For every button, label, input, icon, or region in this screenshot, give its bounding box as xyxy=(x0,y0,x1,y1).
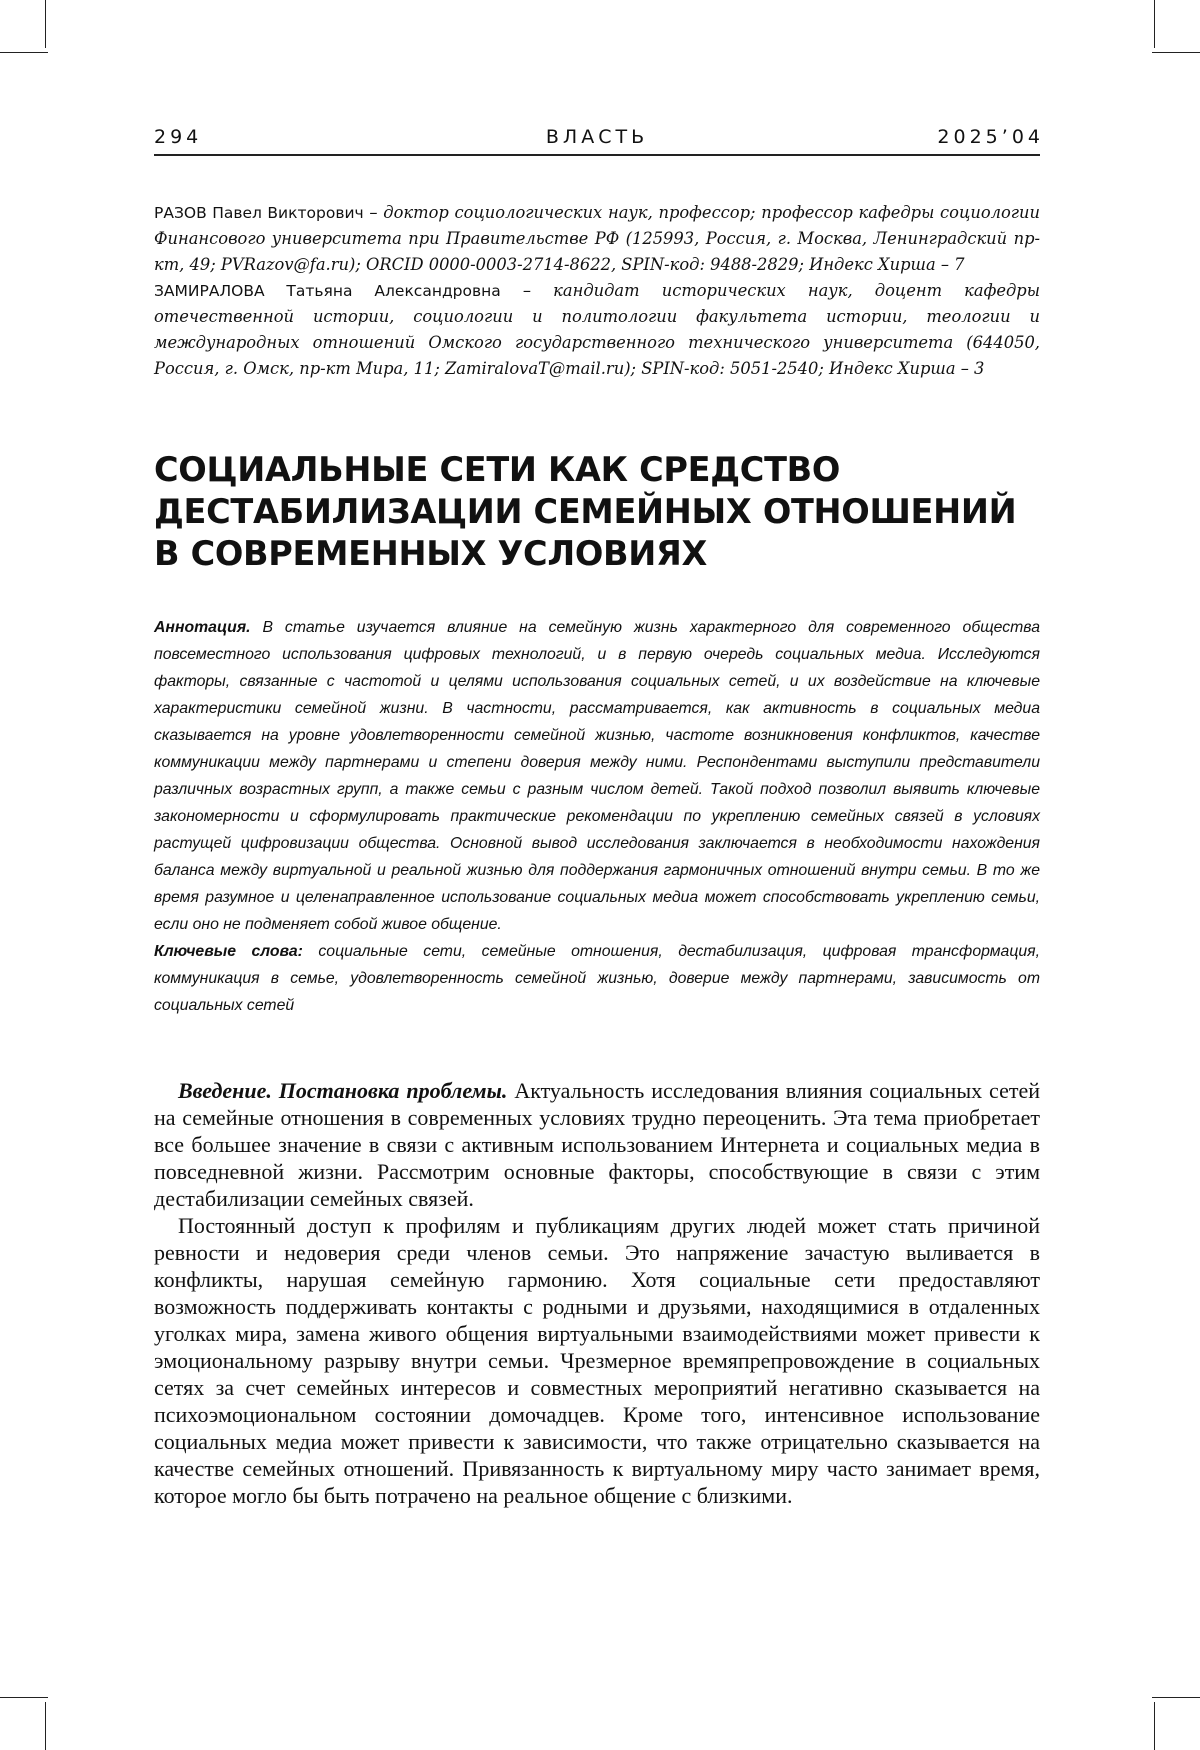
author-name: ЗАМИРАЛОВА Татьяна Александровна xyxy=(154,282,501,300)
journal-name: ВЛАСТЬ xyxy=(545,126,649,148)
crop-mark-bottom-right xyxy=(1154,1702,1155,1750)
author-entry xyxy=(154,200,1040,278)
body-paragraph xyxy=(154,1077,1040,1212)
author-entry xyxy=(154,278,1040,382)
author-info: – доктор социологических наук, профессор; профессор кафедры социологии Финансового университета при Правительстве РФ (125993, Россия, г. Москва, Ленинградский пр-кт, 49; PVRazov@fa.ru); ORCID 0000-0003-2714-8622, SPIN-код: 9488-2829; Индекс Хирша – 7 xyxy=(154,203,1040,274)
crop-mark-bottom-right-h xyxy=(1152,1697,1200,1698)
abstract-text: В статье изучается влияние на семейную жизнь характерного для современного общества повсеместного использования цифровых технологий, и в первую очередь социальных медиа. Исследуются факторы, связанные с частотой и целями использования социальных сетей, и их воздействие на ключевые характеристики семейной жизни. В частности, рассматривается, как активность в социальных медиа сказывается на уровне удовлетворенности семейной жизнью, частоте возникновения конфликтов, качестве коммуникации между партнерами и степени доверия между ними. Респондентами выступили представители различных возрастных групп, а также семьи с разным числом детей. Такой подход позволил выявить ключевые закономерности и сформулировать практические рекомендации по укреплению семейных связей в условиях растущей цифровизации общества. Основной вывод исследования заключается в необходимости нахождения баланса между виртуальной и реальной жизнью для поддержания гармоничных отношений внутри семьи. В то же время разумное и целенаправленное использование социальных медиа может способствовать укреплению семьи, если оно не подменяет собой живое общение. xyxy=(154,619,1040,933)
title-line: СОЦИАЛЬНЫЕ СЕТИ КАК СРЕДСТВО xyxy=(154,450,841,489)
crop-mark-bottom-left xyxy=(45,1702,46,1750)
article-body xyxy=(154,1077,1040,1509)
author-name: РАЗОВ Павел Викторович xyxy=(154,204,364,222)
paragraph-text: Актуальность исследования влияния социальных сетей на семейные отношения в современных условиях трудно переоценить. Эта тема приобретает все большее значение в связи с активным использованием Интернета и социальных медиа в повседневной жизни. Рассмотрим основные факторы, способствующие в связи с этим дестабилизации семейных связей. xyxy=(154,1078,1040,1211)
issue-number: 2025’04 xyxy=(937,126,1044,148)
abstract xyxy=(154,614,1040,938)
author-block xyxy=(154,200,1040,382)
keywords xyxy=(154,938,1040,1019)
article-title xyxy=(154,449,1054,575)
abstract-block xyxy=(154,614,1040,1019)
body-paragraph: Постоянный доступ к профилям и публикациям других людей может стать причиной ревности и недоверия среди членов семьи. Это напряжение зачастую выливается в конфликты, нарушая семейную гармонию. Хотя социальные сети предоставляют возможность поддерживать контакты с родными и друзьями, находящимися в отдаленных уголках мира, замена живого общения виртуальными взаимодействиями может привести к эмоциональному разрыву внутри семьи. Чрезмерное времяпрепровождение в социальных сетях за счет семейных интересов и совместных мероприятий негативно сказывается на психоэмоциональном состоянии домочадцев. Кроме того, интенсивное использование социальных медиа может привести к зависимости, что также отрицательно сказывается на качестве семейных отношений. Привязанность к виртуальному миру часто занимает время, которое могло бы быть потрачено на реальное общение с близкими. xyxy=(154,1213,1040,1508)
title-line: ДЕСТАБИЛИЗАЦИИ СЕМЕЙНЫХ ОТНОШЕНИЙ xyxy=(154,492,1017,531)
crop-mark-top-right-h xyxy=(1152,52,1200,53)
keywords-label: Ключевые слова: xyxy=(154,943,303,960)
author-info: – кандидат исторических наук, доцент кафедры отечественной истории, социологии и политологии факультета истории, теологии и международных отношений Омского государственного технического университета (644050, Россия, г. Омск, пр-кт Мира, 11; ZamiralovaT@mail.ru); SPIN-код: 5051-2540; Индекс Хирша – 3 xyxy=(154,281,1040,378)
crop-mark-top-left xyxy=(45,0,46,48)
crop-mark-top-left-h xyxy=(0,52,48,53)
abstract-label: Аннотация. xyxy=(154,619,251,636)
page-number: 294 xyxy=(154,126,203,148)
title-line: В СОВРЕМЕННЫХ УСЛОВИЯХ xyxy=(154,534,708,573)
keywords-text: социальные сети, семейные отношения, дестабилизация, цифровая трансформация, коммуникация в семье, удовлетворенность семейной жизнью, доверие между партнерами, зависимость от социальных сетей xyxy=(154,943,1040,1014)
crop-mark-bottom-left-h xyxy=(0,1697,48,1698)
section-lead: Введение. Постановка проблемы. xyxy=(178,1078,508,1103)
crop-mark-top-right xyxy=(1154,0,1155,48)
running-header xyxy=(154,124,1044,156)
